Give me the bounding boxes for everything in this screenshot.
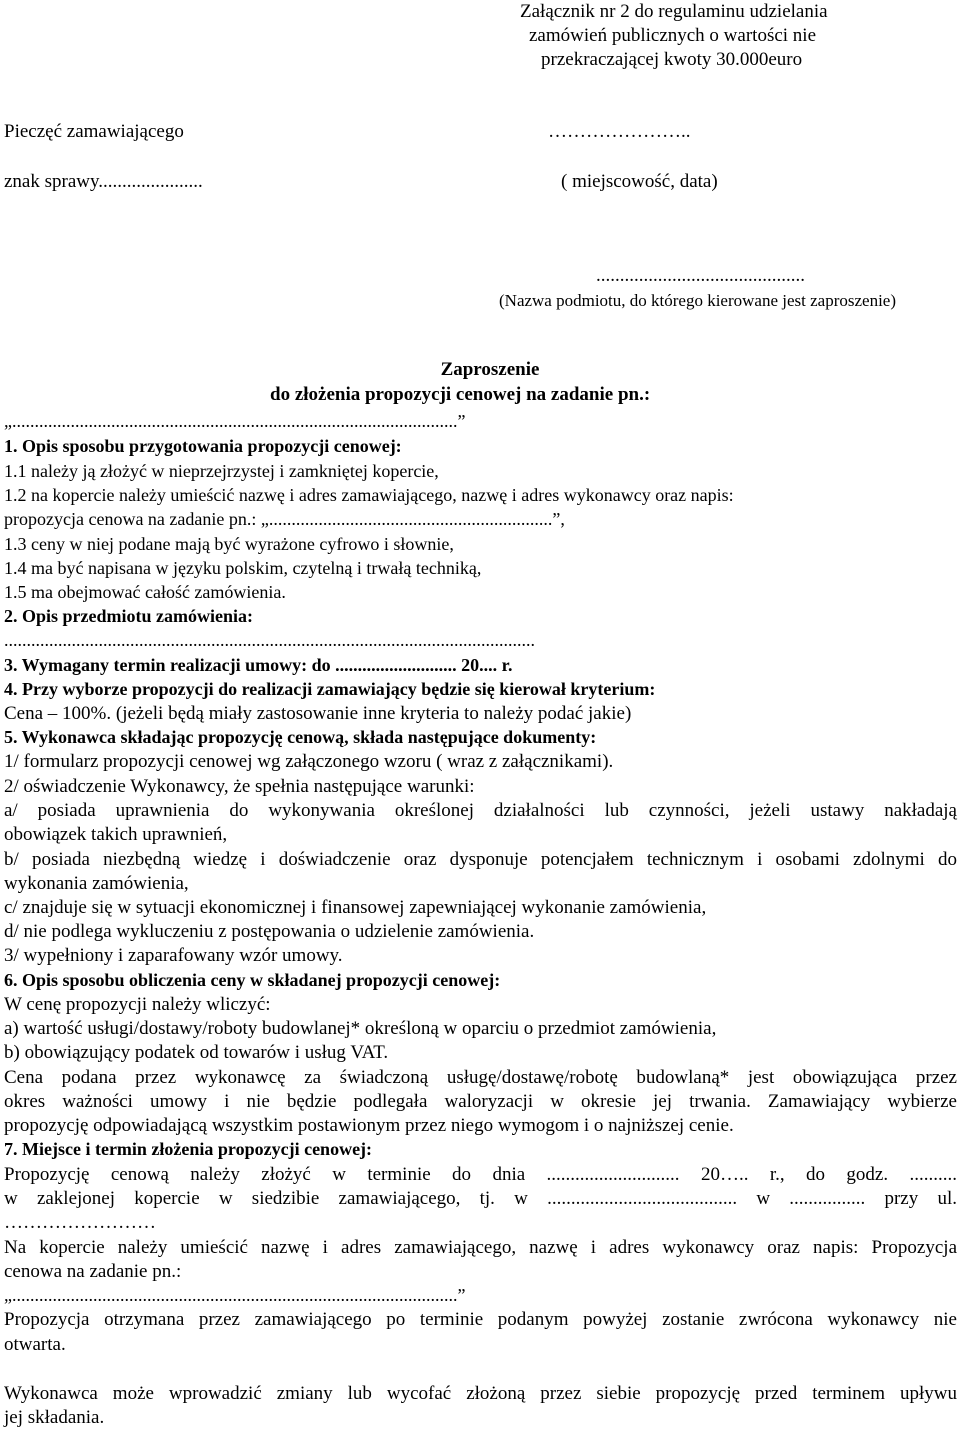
section-7-envelope-line-1: Na kopercie należy umieścić nazwę i adres zamawiającego, nazwę i adres wykonawcy oraz napis: Propozycja (4, 1237, 957, 1258)
section-4-heading: 4. Przy wyborze propozycji do realizacji zamawiający będzie się kierował kryterium: (4, 679, 656, 699)
section-6-paragraph-line-2: okres ważności umowy i nie będzie podlegała waloryzacji w okresie jej trwania. Zamawiający wybierze (4, 1091, 957, 1112)
section-6-intro: W cenę propozycji należy wliczyć: (4, 994, 271, 1015)
section-5-condition-d: d/ nie podlega wykluczeniu z postępowania o udzielenie zamówienia. (4, 921, 535, 942)
document-title: Zaproszenie (440, 359, 540, 380)
section-1-3: 1.3 ceny w niej podane mają być wyrażone cyfrowo i słownie, (4, 534, 454, 554)
attachment-line-1: Załącznik nr 2 do regulaminu udzielania (520, 1, 828, 22)
section-5-heading: 5. Wykonawca składając propozycję cenową, składa następujące dokumenty: (4, 727, 597, 747)
section-6-heading: 6. Opis sposobu obliczenia ceny w składanej propozycji cenowej: (4, 970, 501, 990)
case-reference: znak sprawy...................... (4, 171, 203, 192)
section-5-condition-a-line-2: obowiązek takich uprawnień, (4, 824, 228, 845)
attachment-line-2: zamówień publicznych o wartości nie (529, 25, 817, 46)
task-name-line: „...................................................................................................” (4, 411, 466, 431)
section-1-4: 1.4 ma być napisana w języku polskim, czytelną i trwałą techniką, (4, 558, 482, 578)
section-7-task-dots: „...................................................................................................” (4, 1285, 466, 1305)
place-date-dots: ………………….. (548, 121, 691, 142)
section-6-item-b: b) obowiązujący podatek od towarów i usług VAT. (4, 1042, 389, 1063)
section-5-item-2: 2/ oświadczenie Wykonawcy, że spełnia następujące warunki: (4, 776, 475, 797)
section-2-heading: 2. Opis przedmiotu zamówienia: (4, 606, 253, 626)
section-7-place-line: w zaklejonej kopercie w siedzibie zamawiającego, tj. w ........................................ w ................ przy ul. (4, 1188, 957, 1209)
section-7-deadline-line: Propozycję cenową należy złożyć w terminie do dnia ............................ 20….. r., do godz. .......... (4, 1164, 957, 1185)
section-6-paragraph-line-3: propozycję odpowiadającą wszystkim postawionym przez niego wymogom i o najniższej cenie. (4, 1115, 734, 1136)
section-1-heading: 1. Opis sposobu przygotowania propozycji cenowej: (4, 436, 402, 456)
section-7-envelope-line-2: cenowa na zadanie pn.: (4, 1261, 182, 1282)
section-5-condition-a-line-1: a/ posiada uprawnienia do wykonywania określonej działalności lub czynności, jeżeli ustawy nakładają (4, 800, 957, 821)
section-2-dots: ...................................................................................................................... (4, 630, 535, 650)
section-3: 3. Wymagany termin realizacji umowy: do ........................... 20.... r. (4, 655, 513, 675)
section-7-changes-line-1: Wykonawca może wprowadzić zmiany lub wycofać złożoną przez siebie propozycję przed terminem upływu (4, 1383, 957, 1404)
section-6-paragraph-line-1: Cena podana przez wykonawcę za świadczoną usługę/dostawę/robotę budowlaną* jest obowiązująca przez (4, 1067, 957, 1088)
attachment-line-3: przekraczającej kwoty 30.000euro (541, 49, 803, 70)
section-7-street-dots: …………………… (4, 1212, 156, 1233)
document-subtitle: do złożenia propozycji cenowej na zadanie pn.: (270, 384, 651, 405)
section-5-condition-b-line-1: b/ posiada niezbędną wiedzę i doświadczenie oraz dysponuje potencjałem technicznym i osobami zdolnymi do (4, 849, 957, 870)
section-5-condition-b-line-2: wykonania zamówienia, (4, 873, 189, 894)
section-7-heading: 7. Miejsce i termin złożenia propozycji cenowej: (4, 1139, 373, 1159)
section-6-item-a: a) wartość usługi/dostawy/roboty budowlanej* określoną w oparciu o przedmiot zamówienia, (4, 1018, 717, 1039)
addressee-label: (Nazwa podmiotu, do którego kierowane jest zaproszenie) (499, 291, 896, 310)
section-4-text: Cena – 100%. (jeżeli będą miały zastosowanie inne kryteria to należy podać jakie) (4, 703, 632, 724)
section-1-1: 1.1 należy ją złożyć w nieprzejrzystej i zamkniętej kopercie, (4, 461, 439, 481)
section-7-late-offer-line-1: Propozycja otrzymana przez zamawiającego po terminie podanym powyżej zostanie zwrócona wykonawcy nie (4, 1309, 957, 1330)
section-7-late-offer-line-2: otwarta. (4, 1334, 66, 1355)
section-5-item-3: 3/ wypełniony i zaparafowany wzór umowy. (4, 945, 343, 966)
section-7-changes-line-2: jej składania. (4, 1407, 105, 1428)
section-5-item-1: 1/ formularz propozycji cenowej wg załączonego wzoru ( wraz z załącznikami). (4, 751, 614, 772)
place-date-label: ( miejscowość, data) (561, 171, 718, 192)
section-1-5: 1.5 ma obejmować całość zamówienia. (4, 582, 286, 602)
section-5-condition-c: c/ znajduje się w sytuacji ekonomicznej i finansowej zapewniającej wykonanie zamówienia, (4, 897, 707, 918)
stamp-label: Pieczęć zamawiającego (4, 121, 184, 142)
addressee-dots: ............................................ (596, 265, 805, 286)
section-1-2a: 1.2 na kopercie należy umieścić nazwę i adres zamawiającego, nazwę i adres wykonawcy oraz napis: (4, 485, 734, 505)
section-1-2b: propozycja cenowa na zadanie pn.: „...............................................................”, (4, 509, 565, 529)
